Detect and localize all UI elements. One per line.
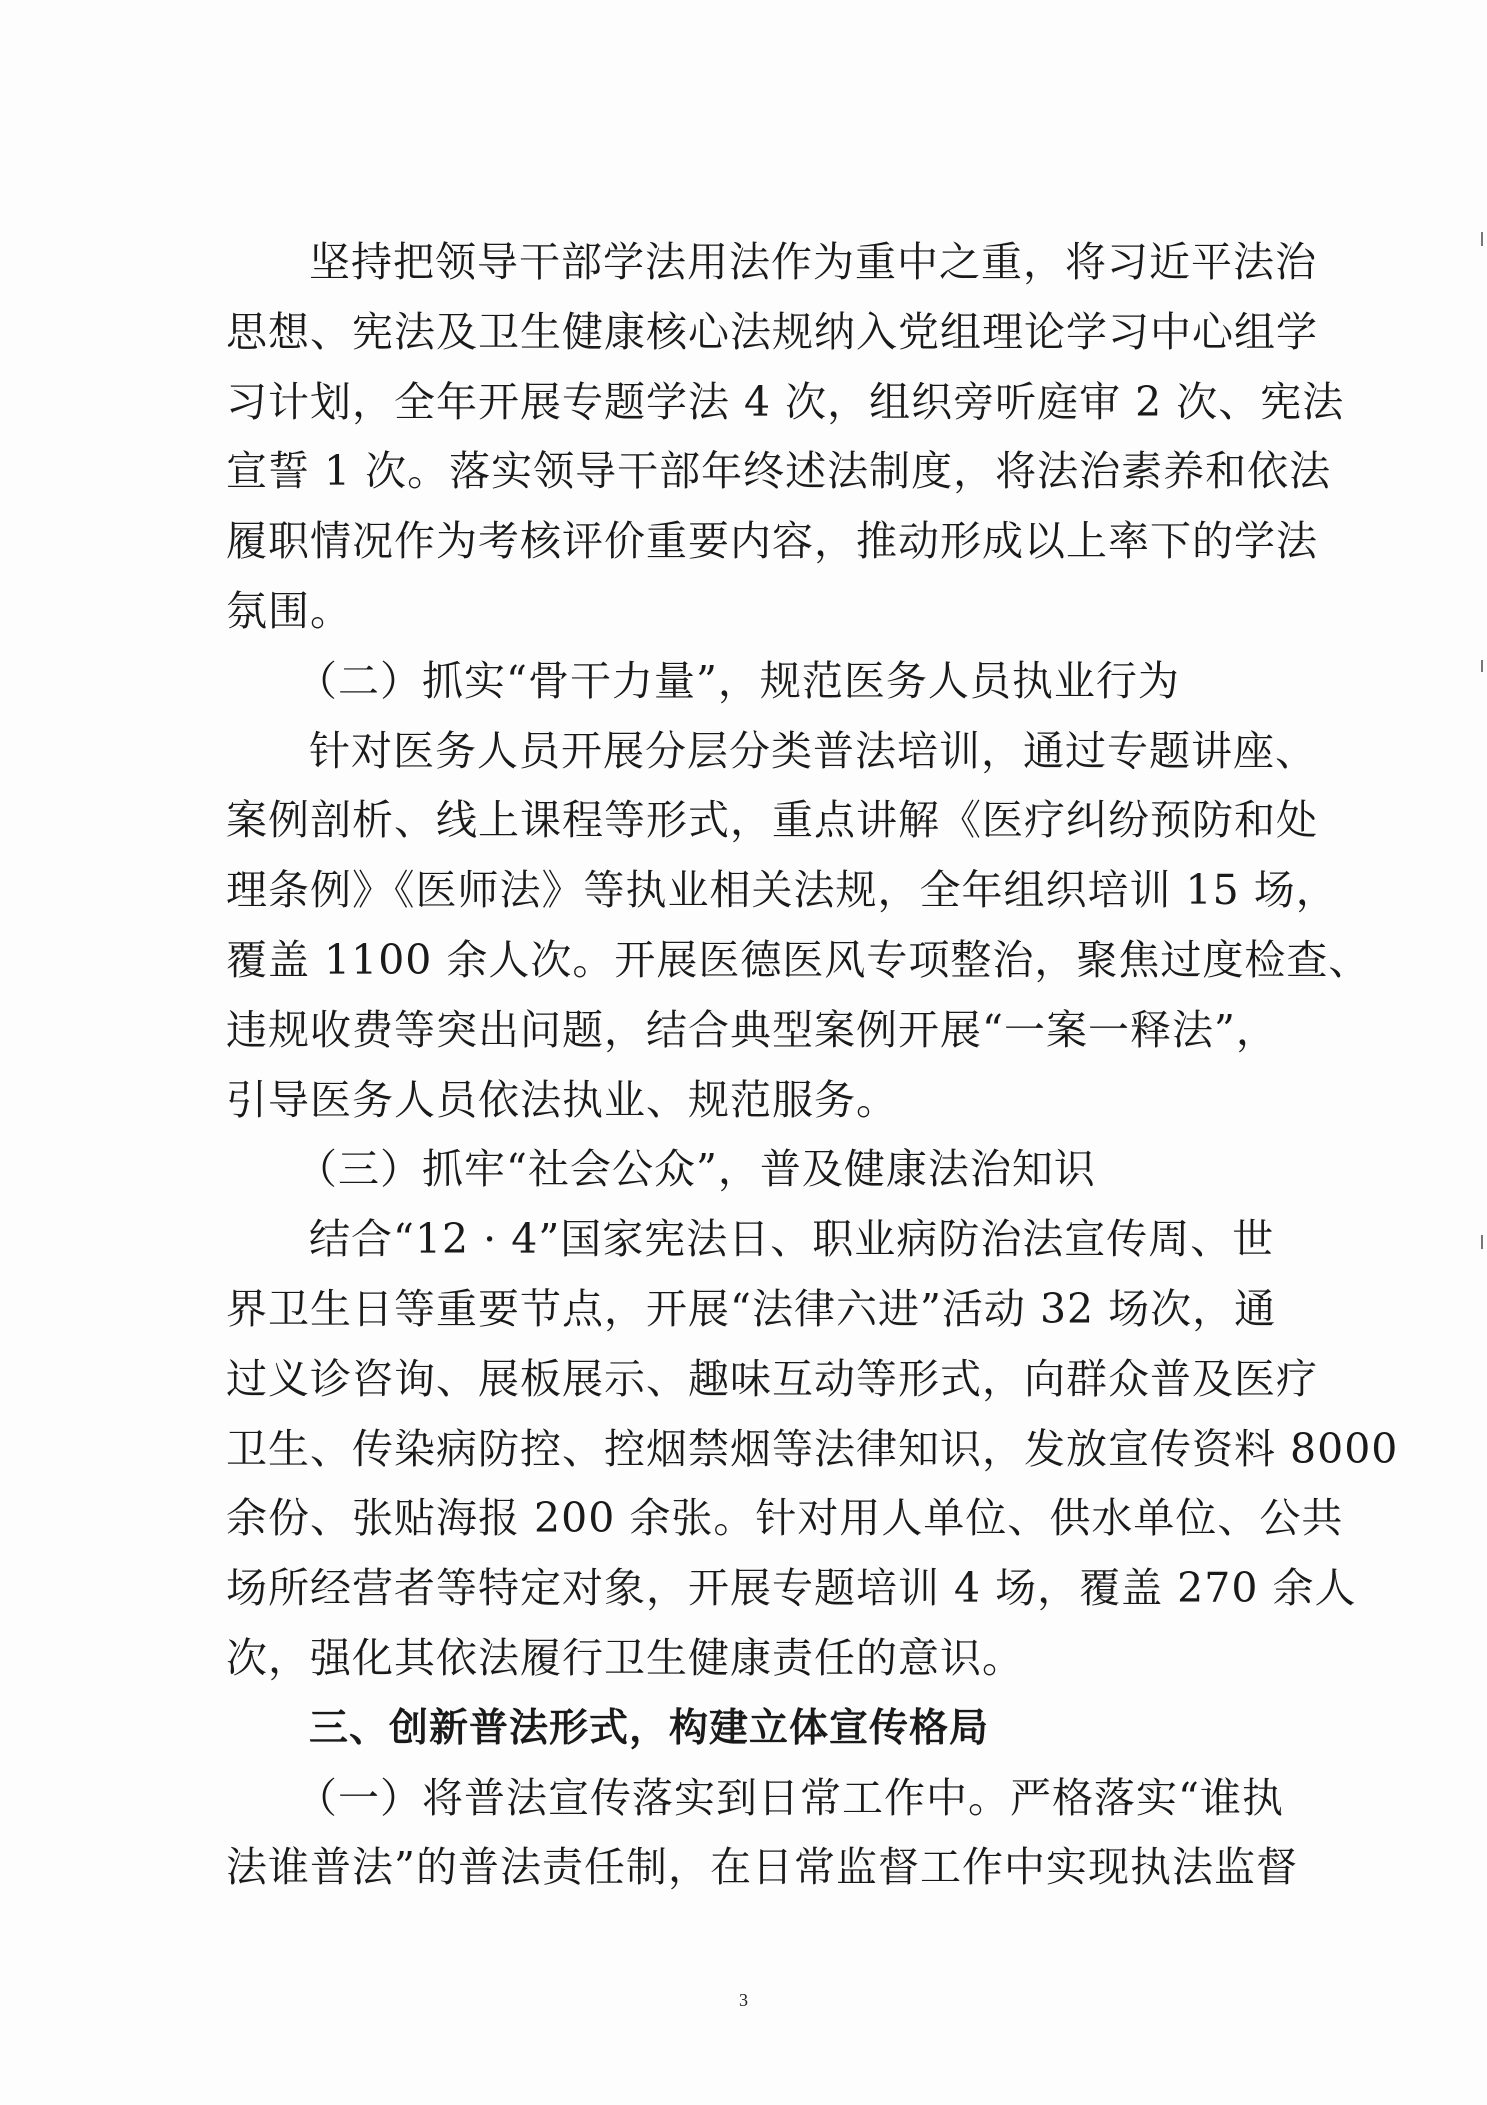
paragraph-line: 违规收费等突出问题，结合典型案例开展“一案一释法”， xyxy=(226,1005,1278,1054)
paragraph-line: （一）将普法宣传落实到日常工作中。严格落实“谁执 xyxy=(296,1773,1284,1822)
paragraph-line: 引导医务人员依法执业、规范服务。 xyxy=(226,1075,898,1124)
paragraph-line: 习计划，全年开展专题学法 4 次，组织旁听庭审 2 次、宪法 xyxy=(226,377,1345,426)
paragraph-line: 卫生、传染病防控、控烟禁烟等法律知识，发放宣传资料 8000 xyxy=(226,1424,1399,1473)
page-number: 3 xyxy=(739,1990,748,2010)
section-heading: （三）抓牢“社会公众”，普及健康法治知识 xyxy=(296,1145,1096,1194)
paragraph-line: 法谁普法”的普法责任制，在日常监督工作中实现执法监督 xyxy=(226,1843,1298,1892)
paragraph-line: 理条例》《医师法》等执业相关法规，全年组织培训 15 场， xyxy=(226,866,1338,915)
paragraph-line: 思想、宪法及卫生健康核心法规纳入党组理论学习中心组学 xyxy=(226,307,1318,356)
paragraph-line: 氛围。 xyxy=(226,586,352,635)
scan-mark xyxy=(1481,660,1483,672)
paragraph-line: 坚持把领导干部学法用法作为重中之重，将习近平法治 xyxy=(309,238,1317,286)
paragraph-line: 覆盖 1100 余人次。开展医德医风专项整治，聚焦过度检查、 xyxy=(226,935,1371,984)
paragraph-line: 界卫生日等重要节点，开展“法律六进”活动 32 场次，通 xyxy=(226,1284,1277,1333)
scan-mark xyxy=(1481,1235,1483,1249)
scan-mark xyxy=(1481,232,1483,246)
chapter-heading: 三、创新普法形式，构建立体宣传格局 xyxy=(309,1705,990,1751)
document-body xyxy=(226,228,1399,1903)
paragraph-line: 案例剖析、线上课程等形式，重点讲解《医疗纠纷预防和处 xyxy=(226,796,1318,845)
section-heading: （二）抓实“骨干力量”，规范医务人员执业行为 xyxy=(296,656,1180,705)
paragraph-line: 履职情况作为考核评价重要内容，推动形成以上率下的学法 xyxy=(226,517,1318,566)
paragraph-line: 场所经营者等特定对象，开展专题培训 4 场，覆盖 270 余人 xyxy=(226,1564,1357,1613)
paragraph-line: 针对医务人员开展分层分类普法培训，通过专题讲座、 xyxy=(309,726,1317,775)
paragraph-line: 次，强化其依法履行卫生健康责任的意识。 xyxy=(226,1633,1024,1682)
paragraph-line: 宣誓 1 次。落实领导干部年终述法制度，将法治素养和依法 xyxy=(226,447,1332,496)
paragraph-line: 余份、张贴海报 200 余张。针对用人单位、供水单位、公共 xyxy=(226,1494,1344,1543)
paragraph-line: 结合“12 · 4”国家宪法日、职业病防治法宣传周、世 xyxy=(309,1215,1275,1264)
paragraph-line: 过义诊咨询、展板展示、趣味互动等形式，向群众普及医疗 xyxy=(226,1354,1318,1403)
